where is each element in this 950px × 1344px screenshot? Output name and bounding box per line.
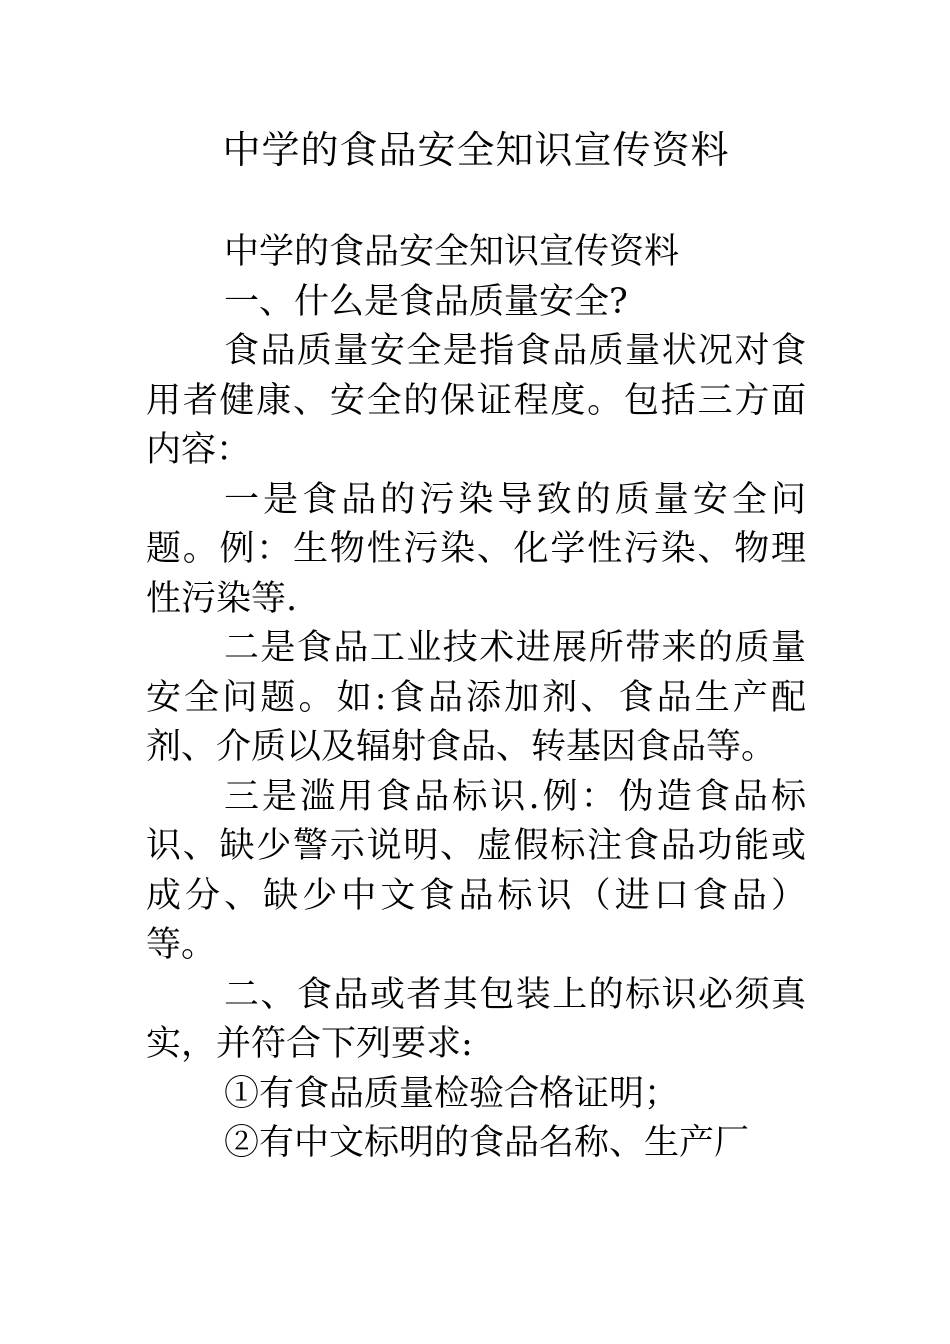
paragraph-point-2: 二是食品工业技术进展所带来的质量安全问题。如:食品添加剂、食品生产配剂、介质以及辐射食品、转基因食品等。 — [146, 628, 806, 767]
document-page — [146, 124, 806, 1169]
paragraph-definition: 食品质量安全是指食品质量状况对食用者健康、安全的保证程度。包括三方面内容： — [146, 331, 806, 470]
section-heading-1: 一、什么是食品质量安全? — [224, 281, 628, 322]
list-item-2: ②有中文标明的食品名称、生产厂 — [224, 1123, 750, 1163]
section-heading-2: 二、食品或者其包装上的标识必须真实，并符合下列要求: — [146, 974, 806, 1064]
document-body — [146, 228, 806, 1169]
paragraph-point-1: 一是食品的污染导致的质量安全问题。例：生物性污染、化学性污染、物理性污染等. — [146, 479, 806, 619]
paragraph-subtitle: 中学的食品安全知识宣传资料 — [224, 232, 680, 272]
document-title: 中学的食品安全知识宣传资料 — [222, 128, 730, 172]
list-item-1: ①有食品质量检验合格证明； — [224, 1073, 680, 1114]
paragraph-point-3: 三是滥用食品标识.例：伪造食品标识、缺少警示说明、虚假标注食品功能或成分、缺少中文食品标识（进口食品）等。 — [146, 776, 806, 965]
